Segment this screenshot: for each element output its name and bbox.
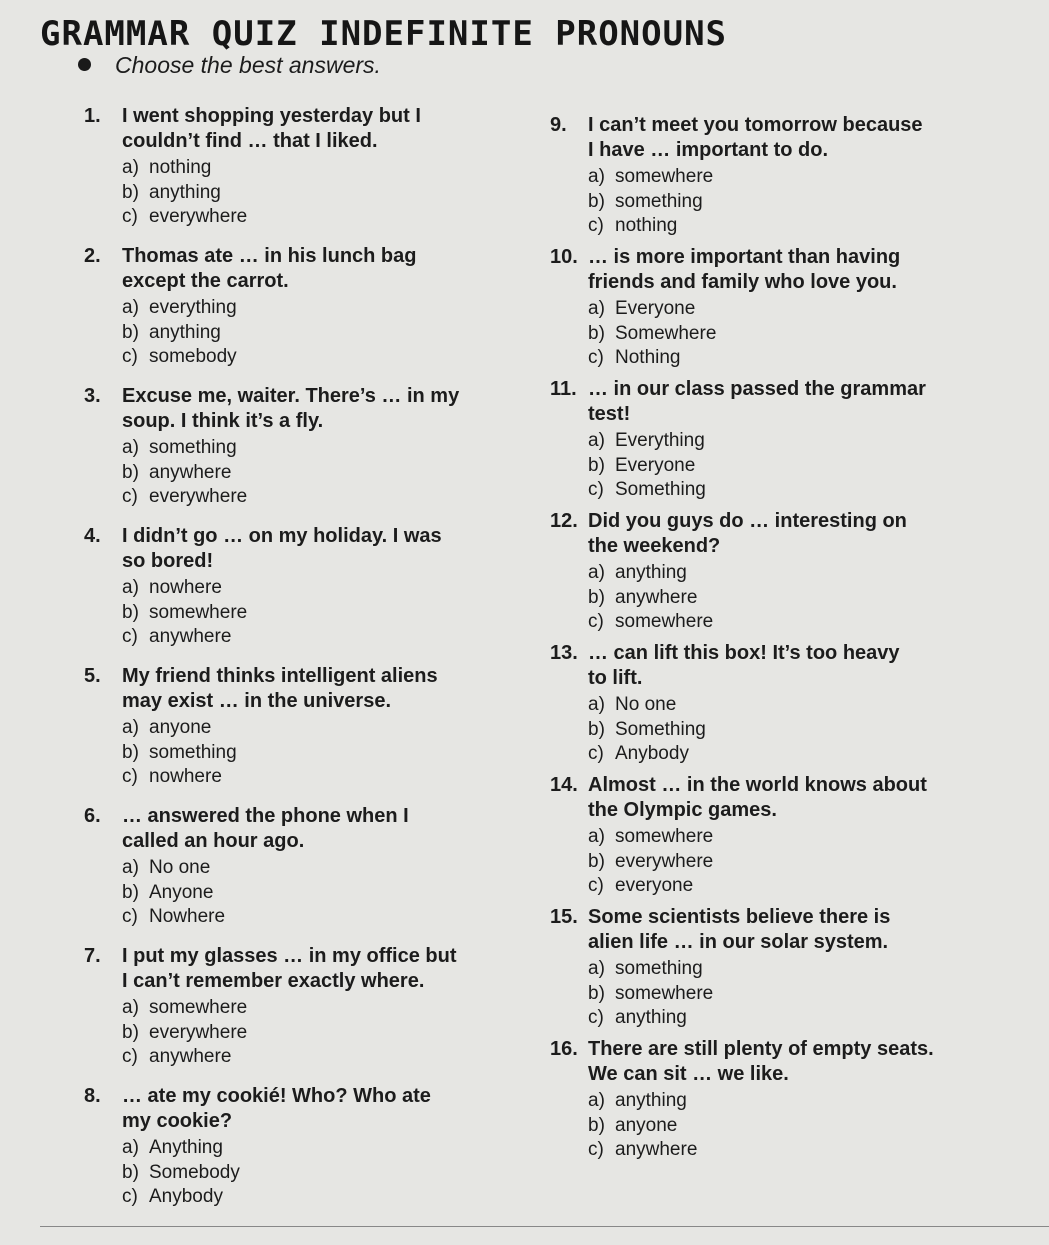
answer-option-a[interactable] [588, 297, 1030, 322]
question-line-1 [550, 773, 1030, 798]
answer-option-a[interactable] [122, 436, 554, 461]
answer-option-b[interactable] [122, 1161, 554, 1186]
answer-options [550, 561, 1030, 635]
question-item [550, 245, 1030, 377]
option-text: Anything [149, 1137, 223, 1158]
question-number: 10. [550, 246, 578, 268]
question-text-line-1: … is more important than having [588, 246, 901, 268]
question-number: 5. [84, 665, 101, 687]
question-text-line-1: I went shopping yesterday but I [122, 105, 421, 127]
question-number: 2. [84, 245, 101, 267]
option-text: something [149, 741, 237, 763]
question-number: 3. [84, 385, 101, 407]
question-item [84, 104, 554, 244]
option-text: everyone [615, 875, 694, 896]
option-letter: a) [588, 562, 605, 583]
answer-option-b[interactable] [588, 982, 1030, 1007]
question-text-line-1: I put my glasses … in my office but [122, 945, 457, 967]
option-text: something [149, 437, 237, 458]
question-text-line-1: My friend thinks intelligent aliens [122, 665, 438, 687]
option-text: nowhere [149, 577, 222, 598]
option-letter: b) [588, 850, 605, 872]
question-item [84, 664, 554, 804]
answer-option-b[interactable] [588, 454, 1030, 479]
question-text-line-2: except the carrot. [122, 270, 289, 292]
question-number: 15. [550, 906, 578, 928]
answer-option-a[interactable] [122, 716, 554, 741]
option-text: nothing [149, 157, 212, 178]
answer-options [550, 165, 1030, 239]
option-letter: a) [588, 298, 605, 319]
option-letter: a) [122, 997, 139, 1018]
option-text: somewhere [615, 611, 714, 632]
answer-option-c[interactable] [122, 765, 554, 790]
option-letter: c) [588, 347, 604, 368]
answer-option-c[interactable] [588, 1006, 1030, 1031]
option-text: anyone [615, 1114, 678, 1136]
question-item [84, 804, 554, 944]
answer-option-c[interactable] [122, 485, 554, 510]
option-text: anywhere [149, 1046, 232, 1067]
answer-option-b[interactable] [122, 181, 554, 206]
question-line-1 [84, 944, 554, 969]
question-text-line-2: soup. I think it’s a fly. [122, 410, 324, 432]
answer-option-a[interactable] [588, 561, 1030, 586]
option-letter: b) [588, 586, 605, 608]
question-text-line-1: Almost … in the world knows about [588, 774, 927, 796]
option-text: everywhere [615, 850, 714, 872]
option-text: nowhere [149, 766, 222, 787]
option-text: anything [149, 181, 221, 203]
answer-option-a[interactable] [588, 1089, 1030, 1114]
answer-option-c[interactable] [122, 345, 554, 370]
question-item [84, 1084, 554, 1224]
option-letter: a) [588, 826, 605, 847]
option-letter: b) [122, 741, 139, 763]
option-letter: a) [588, 958, 605, 979]
question-text-line-2: the weekend? [588, 535, 721, 557]
answer-option-b[interactable] [122, 741, 554, 766]
answer-option-b[interactable] [122, 1021, 554, 1046]
question-text-line-1: Some scientists believe there is [588, 906, 891, 928]
question-number: 1. [84, 105, 101, 127]
question-text-line-2: test! [588, 403, 631, 425]
option-letter: c) [588, 611, 604, 632]
question-item [550, 377, 1030, 509]
option-text: somewhere [615, 166, 714, 187]
answer-option-a[interactable] [122, 576, 554, 601]
question-item [550, 1037, 1030, 1169]
answer-option-a[interactable] [122, 996, 554, 1021]
option-text: somewhere [149, 997, 248, 1018]
question-line-1 [550, 1037, 1030, 1062]
question-line-1 [84, 1084, 554, 1109]
question-item [84, 524, 554, 664]
option-letter: b) [122, 1021, 139, 1043]
question-line-1 [84, 244, 554, 269]
question-number: 7. [84, 945, 101, 967]
question-line-1 [84, 804, 554, 829]
instruction-text: Choose the best answers. [115, 52, 381, 78]
option-text: Everyone [615, 298, 696, 319]
answer-option-c[interactable] [122, 1045, 554, 1070]
option-text: anything [615, 1007, 687, 1028]
option-text: Nothing [615, 347, 681, 368]
answer-options [550, 1089, 1030, 1163]
answer-option-c[interactable] [588, 742, 1030, 767]
answer-options [550, 825, 1030, 899]
option-text: anywhere [615, 1139, 698, 1160]
question-line-1 [550, 641, 1030, 666]
question-item [550, 509, 1030, 641]
answer-option-b[interactable] [122, 601, 554, 626]
answer-option-a[interactable] [122, 856, 554, 881]
question-item [84, 384, 554, 524]
option-letter: b) [122, 461, 139, 483]
answer-option-b[interactable] [588, 322, 1030, 347]
instruction [78, 52, 381, 79]
option-text: Somewhere [615, 322, 717, 344]
option-text: Everything [615, 430, 705, 451]
option-text: Anybody [149, 1186, 223, 1207]
option-letter: a) [122, 857, 139, 878]
answer-options [84, 156, 554, 230]
option-letter: b) [588, 1114, 605, 1136]
option-text: No one [149, 857, 211, 878]
option-text: something [615, 190, 703, 212]
question-text-line-2: my cookie? [122, 1110, 233, 1132]
question-line-1 [84, 384, 554, 409]
answer-option-c[interactable] [588, 214, 1030, 239]
option-letter: b) [122, 601, 139, 623]
question-text-line-1: I can’t meet you tomorrow because [588, 114, 923, 136]
option-text: everything [149, 297, 237, 318]
option-text: anything [615, 1090, 687, 1111]
option-letter: b) [122, 321, 139, 343]
question-text-line-1: Excuse me, waiter. There’s … in my [122, 385, 460, 407]
option-letter: b) [588, 322, 605, 344]
question-text-line-2: friends and family who love you. [588, 271, 897, 293]
option-text: everywhere [149, 486, 248, 507]
option-letter: c) [122, 766, 138, 787]
question-text-line-1: … answered the phone when I [122, 805, 409, 827]
answer-options [550, 429, 1030, 503]
option-letter: a) [122, 577, 139, 598]
question-text-line-2: called an hour ago. [122, 830, 305, 852]
answer-options [84, 576, 554, 650]
question-line-1 [84, 524, 554, 549]
option-letter: c) [588, 875, 604, 896]
left-question-column [84, 104, 554, 1224]
option-letter: a) [588, 166, 605, 187]
question-text-line-2: so bored! [122, 550, 214, 572]
option-text: Anybody [615, 743, 689, 764]
option-letter: b) [122, 881, 139, 903]
question-text-line-2: the Olympic games. [588, 799, 777, 821]
option-text: Something [615, 479, 706, 500]
answer-option-c[interactable] [122, 905, 554, 930]
question-text-line-1: … can lift this box! It’s too heavy [588, 642, 900, 664]
answer-option-b[interactable] [122, 461, 554, 486]
question-text-line-2: I have … important to do. [588, 139, 829, 161]
answer-options [550, 693, 1030, 767]
option-text: Anyone [149, 881, 214, 903]
option-letter: a) [588, 694, 605, 715]
option-text: anywhere [615, 586, 698, 608]
question-text-line-1: Thomas ate … in his lunch bag [122, 245, 417, 267]
answer-options [84, 1136, 554, 1210]
question-item [84, 944, 554, 1084]
option-letter: a) [122, 717, 139, 738]
question-text-line-2: to lift. [588, 667, 643, 689]
option-text: somewhere [615, 826, 714, 847]
question-line-1 [84, 664, 554, 689]
option-text: Everyone [615, 454, 696, 476]
answer-option-a[interactable] [588, 165, 1030, 190]
option-text: everywhere [149, 1021, 248, 1043]
option-letter: b) [588, 718, 605, 740]
answer-options [84, 856, 554, 930]
bottom-rule [40, 1226, 1049, 1227]
answer-option-c[interactable] [588, 346, 1030, 371]
question-item [550, 773, 1030, 905]
answer-option-b[interactable] [588, 1114, 1030, 1139]
question-item [84, 244, 554, 384]
option-letter: b) [588, 454, 605, 476]
answer-options [84, 996, 554, 1070]
question-number: 6. [84, 805, 101, 827]
option-text: somewhere [615, 982, 714, 1004]
question-line-1 [550, 245, 1030, 270]
question-text-line-1: I didn’t go … on my holiday. I was [122, 525, 442, 547]
option-letter: c) [122, 206, 138, 227]
option-letter: c) [122, 626, 138, 647]
answer-option-a[interactable] [588, 429, 1030, 454]
question-number: 8. [84, 1085, 101, 1107]
option-text: Something [615, 718, 706, 740]
option-letter: c) [588, 215, 604, 236]
option-letter: a) [122, 1137, 139, 1158]
question-number: 12. [550, 510, 578, 532]
question-text-line-1: … in our class passed the grammar [588, 378, 926, 400]
answer-option-c[interactable] [122, 625, 554, 650]
answer-option-c[interactable] [588, 610, 1030, 635]
answer-options [84, 296, 554, 370]
answer-option-c[interactable] [588, 478, 1030, 503]
answer-option-a[interactable] [588, 957, 1030, 982]
answer-option-a[interactable] [588, 693, 1030, 718]
answer-option-b[interactable] [122, 321, 554, 346]
question-line-1 [550, 113, 1030, 138]
bullet-icon [78, 58, 91, 71]
question-text-line-1: … ate my cookié! Who? Who ate [122, 1085, 431, 1107]
option-letter: c) [588, 1007, 604, 1028]
question-item [550, 113, 1030, 245]
right-question-column [550, 113, 1030, 1169]
option-text: Somebody [149, 1161, 240, 1183]
option-letter: c) [122, 1186, 138, 1207]
question-number: 13. [550, 642, 578, 664]
option-text: anything [615, 562, 687, 583]
answer-option-a[interactable] [122, 1136, 554, 1161]
answer-option-b[interactable] [588, 850, 1030, 875]
option-text: anything [149, 321, 221, 343]
question-text-line-2: couldn’t find … that I liked. [122, 130, 378, 152]
option-letter: a) [122, 157, 139, 178]
answer-option-c[interactable] [122, 205, 554, 230]
question-line-1 [550, 377, 1030, 402]
option-text: somebody [149, 346, 237, 367]
option-text: No one [615, 694, 677, 715]
answer-option-c[interactable] [588, 874, 1030, 899]
page-title: GRAMMAR QUIZ INDEFINITE PRONOUNS [40, 14, 728, 54]
question-number: 11. [550, 378, 577, 400]
option-letter: a) [122, 437, 139, 458]
option-text: Nowhere [149, 906, 226, 927]
question-text-line-1: Did you guys do … interesting on [588, 510, 907, 532]
option-letter: c) [588, 1139, 604, 1160]
option-letter: b) [122, 181, 139, 203]
answer-options [550, 297, 1030, 371]
answer-option-c[interactable] [122, 1185, 554, 1210]
question-number: 9. [550, 114, 567, 136]
answer-option-a[interactable] [588, 825, 1030, 850]
question-text-line-2: I can’t remember exactly where. [122, 970, 425, 992]
answer-options [84, 716, 554, 790]
question-number: 4. [84, 525, 101, 547]
answer-option-b[interactable] [588, 718, 1030, 743]
question-text-line-1: There are still plenty of empty seats. [588, 1038, 934, 1060]
question-text-line-2: may exist … in the universe. [122, 690, 391, 712]
option-letter: c) [122, 1046, 138, 1067]
question-text-line-2: alien life … in our solar system. [588, 931, 889, 953]
option-letter: a) [588, 1090, 605, 1111]
answer-options [550, 957, 1030, 1031]
option-letter: a) [122, 297, 139, 318]
answer-option-a[interactable] [122, 156, 554, 181]
option-letter: c) [122, 486, 138, 507]
option-letter: b) [122, 1161, 139, 1183]
option-text: anywhere [149, 626, 232, 647]
option-letter: a) [588, 430, 605, 451]
option-text: anywhere [149, 461, 232, 483]
option-text: nothing [615, 215, 678, 236]
answer-option-b[interactable] [122, 881, 554, 906]
option-letter: b) [588, 982, 605, 1004]
question-text-line-2: We can sit … we like. [588, 1063, 789, 1085]
answer-option-b[interactable] [588, 190, 1030, 215]
answer-option-a[interactable] [122, 296, 554, 321]
question-item [550, 641, 1030, 773]
option-text: somewhere [149, 601, 248, 623]
answer-options [84, 436, 554, 510]
question-number: 16. [550, 1038, 578, 1060]
question-number: 14. [550, 774, 578, 796]
question-item [550, 905, 1030, 1037]
answer-option-c[interactable] [588, 1138, 1030, 1163]
option-letter: c) [588, 479, 604, 500]
question-line-1 [550, 509, 1030, 534]
option-text: anyone [149, 717, 212, 738]
option-letter: b) [588, 190, 605, 212]
question-line-1 [550, 905, 1030, 930]
question-line-1 [84, 104, 554, 129]
option-letter: c) [122, 346, 138, 367]
answer-option-b[interactable] [588, 586, 1030, 611]
option-letter: c) [588, 743, 604, 764]
option-text: everywhere [149, 206, 248, 227]
option-letter: c) [122, 906, 138, 927]
option-text: something [615, 958, 703, 979]
